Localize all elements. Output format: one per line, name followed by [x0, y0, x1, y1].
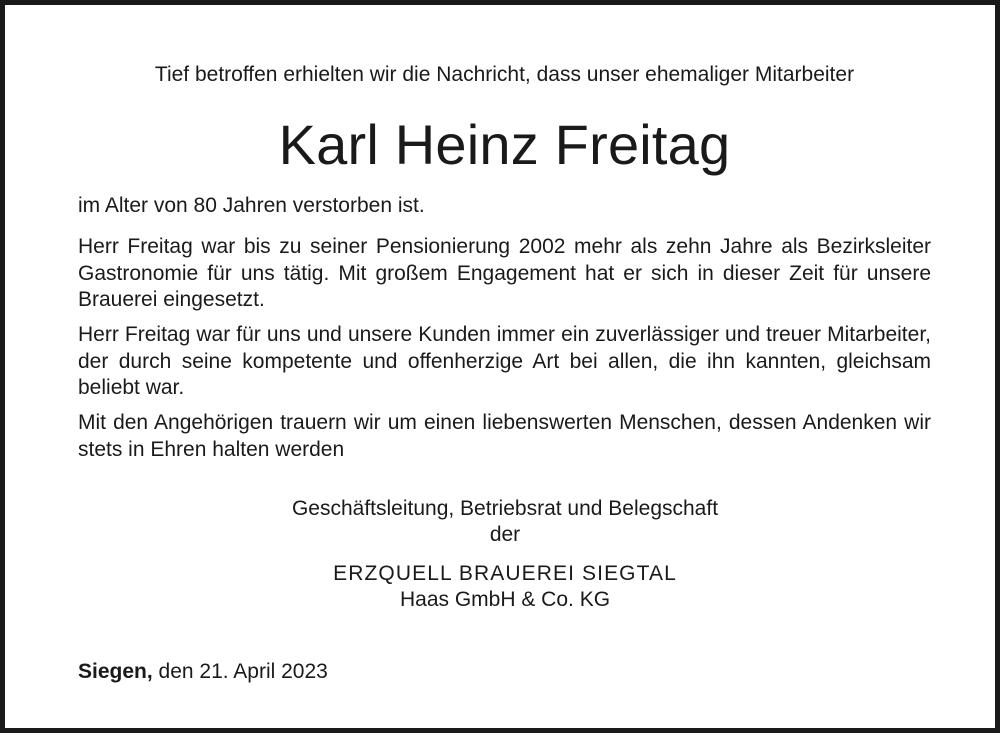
signature-company [205, 561, 805, 613]
place: Siegen, [78, 660, 153, 683]
body-text [78, 234, 931, 472]
age-line: im Alter von 80 Jahren verstorben ist. [78, 194, 425, 217]
signature-der: der [489, 523, 521, 546]
place-date-line [78, 658, 931, 686]
deceased-name: Karl Heinz Freitag [278, 113, 731, 176]
intro-text: Tief betroffen erhielten wir die Nachricht, dass unser ehemaliger Mitarbeiter [154, 63, 855, 86]
date: den 21. April 2023 [158, 660, 328, 683]
paragraph-condolence: Mit den Angehörigen trauern wir um einen liebenswerten Menschen, dessen Andenken wir stets in Ehren halten werden [78, 411, 931, 461]
company-name: ERZQUELL BRAUEREI SIEGTAL [333, 562, 677, 585]
signature-staff: Geschäftsleitung, Betriebsrat und Belegschaft [291, 497, 719, 520]
paragraph-career: Herr Freitag war bis zu seiner Pensionierung 2002 mehr als zehn Jahre als Bezirksleiter Gastronomie für uns tätig. Mit großem Engagement hat er sich in dieser Zeit für unsere Brauerei eingesetzt. [78, 235, 931, 311]
paragraph-character: Herr Freitag war für uns und unsere Kunden immer ein zuverlässiger und treuer Mitarbeiter, der durch seine kompetente und offenherzige Art bei allen, die ihn kannten, gleichsam beliebt war. [78, 323, 931, 399]
signature-group [205, 496, 805, 548]
company-legal-name: Haas GmbH & Co. KG [399, 588, 611, 611]
